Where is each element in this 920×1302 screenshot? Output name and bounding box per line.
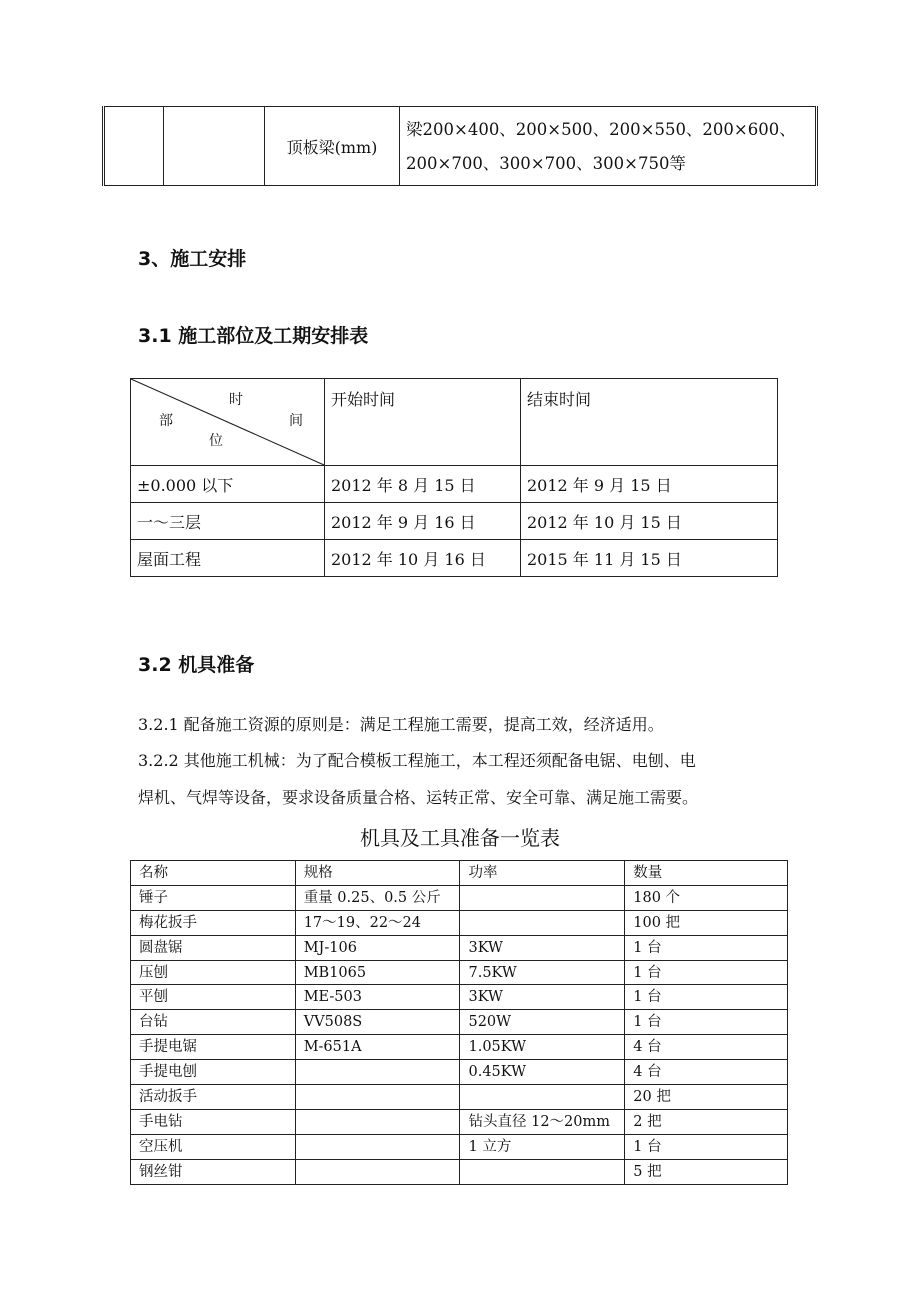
cell-end: 2012 年 9 月 15 日 (521, 466, 778, 503)
column-header: 规格 (295, 861, 460, 886)
cell-qty: 2 把 (625, 1109, 788, 1134)
cell-spec (295, 1109, 460, 1134)
cell-name: 手电钻 (131, 1109, 296, 1134)
table-row (131, 1109, 788, 1134)
cell-name: 台钻 (131, 1010, 296, 1035)
cell-start: 2012 年 10 月 16 日 (324, 540, 520, 577)
cell-name: 空压机 (131, 1134, 296, 1159)
table-row (131, 960, 788, 985)
cell-spec (295, 1159, 460, 1184)
cell-qty: 180 个 (625, 885, 788, 910)
cell-spec: MJ-106 (295, 935, 460, 960)
diag-label-time: 时 (229, 392, 243, 408)
table-row (131, 1060, 788, 1085)
cell-power: 3KW (460, 985, 625, 1010)
cell-power: 钻头直径 12～20mm (460, 1109, 625, 1134)
column-header: 名称 (131, 861, 296, 886)
cell-name: 梅花扳手 (131, 910, 296, 935)
table-row (131, 1159, 788, 1184)
cell-qty: 1 台 (625, 985, 788, 1010)
cell-name: 锤子 (131, 885, 296, 910)
cell-start: 2012 年 8 月 15 日 (324, 466, 520, 503)
spec-table-continuation (102, 106, 818, 186)
cell-qty: 1 台 (625, 960, 788, 985)
table-row (131, 910, 788, 935)
diag-label-jian: 间 (289, 413, 303, 429)
cell-spec: 17～19、22～24 (295, 910, 460, 935)
table-row (131, 935, 788, 960)
cell-power: 3KW (460, 935, 625, 960)
cell-power (460, 910, 625, 935)
cell-qty: 1 台 (625, 1010, 788, 1035)
cell-part: 屋面工程 (131, 540, 325, 577)
paragraph: 3.2.2 其他施工机械：为了配合模板工程施工，本工程还须配备电锯、电刨、电 (138, 751, 696, 770)
table-row (104, 107, 817, 186)
column-header: 开始时间 (324, 379, 520, 466)
table-cell-value: 梁200×400、200×500、200×550、200×600、200×700、300×700、300×750等 (400, 107, 817, 186)
cell-qty: 1 台 (625, 1134, 788, 1159)
section-heading: 3.2 机具准备 (138, 654, 255, 676)
cell-name: 活动扳手 (131, 1085, 296, 1110)
cell-spec (295, 1134, 460, 1159)
cell-power (460, 1159, 625, 1184)
equipment-table (130, 860, 788, 1185)
cell-power: 7.5KW (460, 960, 625, 985)
cell-part: 一～三层 (131, 503, 325, 540)
column-header: 数量 (625, 861, 788, 886)
section-heading: 3、施工安排 (138, 248, 247, 270)
cell-name: 压刨 (131, 960, 296, 985)
table-row (131, 1035, 788, 1060)
table-cell-label: 顶板梁(mm) (265, 107, 400, 186)
cell-power: 1 立方 (460, 1134, 625, 1159)
table-title: 机具及工具准备一览表 (360, 826, 560, 850)
section-heading: 3.1 施工部位及工期安排表 (138, 325, 369, 347)
table-row (131, 885, 788, 910)
cell-spec (295, 1060, 460, 1085)
cell-end: 2012 年 10 月 15 日 (521, 503, 778, 540)
table-row (131, 1134, 788, 1159)
cell-power (460, 885, 625, 910)
diag-label-part: 部 (159, 413, 173, 429)
cell-power: 1.05KW (460, 1035, 625, 1060)
cell-name: 手提电锯 (131, 1035, 296, 1060)
table-row (131, 1010, 788, 1035)
cell-spec: VV508S (295, 1010, 460, 1035)
cell-start: 2012 年 9 月 16 日 (324, 503, 520, 540)
table-row (131, 540, 778, 577)
cell-spec (295, 1085, 460, 1110)
cell-qty: 4 台 (625, 1060, 788, 1085)
cell-spec: M-651A (295, 1035, 460, 1060)
cell-part: ±0.000 以下 (131, 466, 325, 503)
cell-name: 钢丝钳 (131, 1159, 296, 1184)
cell-end: 2015 年 11 月 15 日 (521, 540, 778, 577)
cell-qty: 100 把 (625, 910, 788, 935)
cell-name: 平刨 (131, 985, 296, 1010)
cell-power (460, 1085, 625, 1110)
table-header-row (131, 861, 788, 886)
cell-qty: 4 台 (625, 1035, 788, 1060)
cell-spec: 重量 0.25、0.5 公斤 (295, 885, 460, 910)
cell-power: 520W (460, 1010, 625, 1035)
table-header-row (131, 379, 778, 466)
table-row (131, 985, 788, 1010)
cell-spec: MB1065 (295, 960, 460, 985)
cell-spec: ME-503 (295, 985, 460, 1010)
cell-qty: 1 台 (625, 935, 788, 960)
table-row (131, 503, 778, 540)
schedule-table (130, 378, 778, 577)
diag-label-wei: 位 (209, 433, 223, 449)
column-header: 功率 (460, 861, 625, 886)
table-cell (104, 107, 164, 186)
column-header: 结束时间 (521, 379, 778, 466)
table-cell (164, 107, 265, 186)
cell-name: 圆盘锯 (131, 935, 296, 960)
cell-power: 0.45KW (460, 1060, 625, 1085)
table-row (131, 1085, 788, 1110)
diagonal-header-cell (131, 379, 325, 466)
paragraph: 3.2.1 配备施工资源的原则是：满足工程施工需要，提高工效，经济适用。 (138, 715, 664, 734)
paragraph: 焊机、气焊等设备，要求设备质量合格、运转正常、安全可靠、满足施工需要。 (138, 788, 699, 807)
cell-qty: 20 把 (625, 1085, 788, 1110)
cell-qty: 5 把 (625, 1159, 788, 1184)
table-row (131, 466, 778, 503)
cell-name: 手提电刨 (131, 1060, 296, 1085)
